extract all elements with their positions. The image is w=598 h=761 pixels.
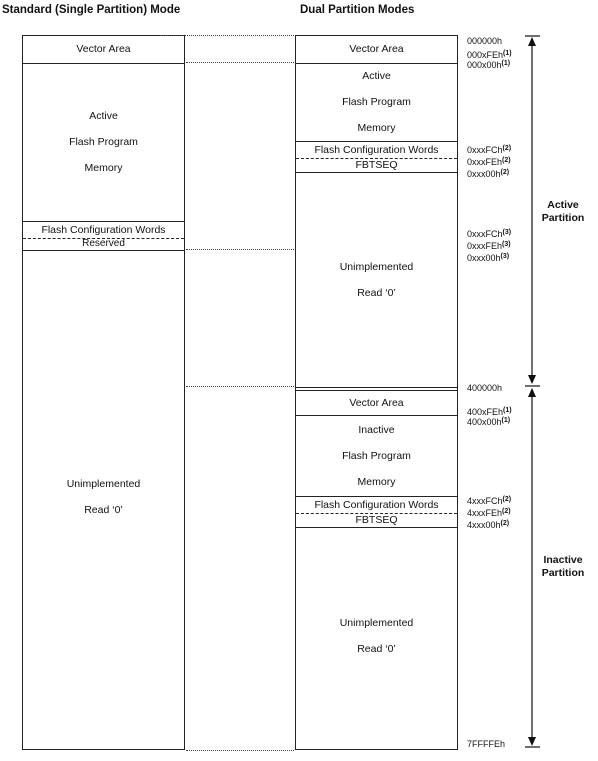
address-label: 0xxxFCh$^{(2)}$ xyxy=(467,145,512,155)
address-label: 400000h xyxy=(467,383,503,393)
address-label: $0xxx00h^{(3)}$ xyxy=(467,253,510,263)
address-label: 4xxxFCh$^{(2)}$ xyxy=(467,496,512,506)
active-config-words: Flash Configuration Words xyxy=(314,143,439,156)
active-flash-memory: Active Flash Program Memory xyxy=(342,70,411,134)
std-active-memory-line2: Flash Program xyxy=(69,135,138,148)
std-config-words: Flash Configuration Words xyxy=(41,223,166,236)
std-vector-area: Vector Area xyxy=(76,43,131,55)
active-partition-label: Active Partition xyxy=(541,199,585,224)
inactive-config-words: Flash Configuration Words xyxy=(314,498,439,511)
address-label: $400x00h^{(1)}$ xyxy=(467,417,511,427)
address-label: 7FFFFEh xyxy=(467,739,506,749)
address-label: $0xxx00h^{(2)}$ xyxy=(467,169,510,179)
standard-mode-header: Standard (Single Partition) Mode xyxy=(2,4,181,16)
active-unimplemented: Unimplemented Read ‘0’ xyxy=(339,260,414,299)
dual-mode-header: Dual Partition Modes xyxy=(300,4,415,16)
inactive-flash-memory: Inactive Flash Program Memory xyxy=(342,423,411,488)
active-fbtseq: FBTSEQ xyxy=(355,158,398,171)
address-label: 0xxxFEh$^{(2)}$ xyxy=(467,157,511,167)
std-active-memory-line1: Active xyxy=(89,109,118,122)
address-label: 400xFEh$^{(1)}$ xyxy=(467,407,512,417)
address-label: 000xFEh$^{(1)}$ xyxy=(467,50,512,60)
inactive-partition-label: Inactive Partition xyxy=(541,554,585,579)
std-reserved: Reserved xyxy=(82,238,125,249)
inactive-unimplemented: Unimplemented Read ‘0’ xyxy=(339,616,414,655)
inactive-fbtseq: FBTSEQ xyxy=(355,513,398,526)
address-label: $000x00h^{(1)}$ xyxy=(467,60,511,70)
address-label: 0xxxFEh$^{(3)}$ xyxy=(467,241,511,251)
address-label: 000000h xyxy=(467,36,503,46)
address-label: $4xxx00h^{(2)}$ xyxy=(467,520,510,530)
std-unimplemented: Unimplemented Read ‘0’ xyxy=(66,477,141,516)
active-vector-area: Vector Area xyxy=(349,43,404,55)
std-active-memory-line3: Memory xyxy=(84,161,123,174)
address-label: 0xxxFCh$^{(3)}$ xyxy=(467,229,512,239)
inactive-vector-area: Vector Area xyxy=(349,396,404,409)
address-label: 4xxxFEh$^{(2)}$ xyxy=(467,508,511,518)
